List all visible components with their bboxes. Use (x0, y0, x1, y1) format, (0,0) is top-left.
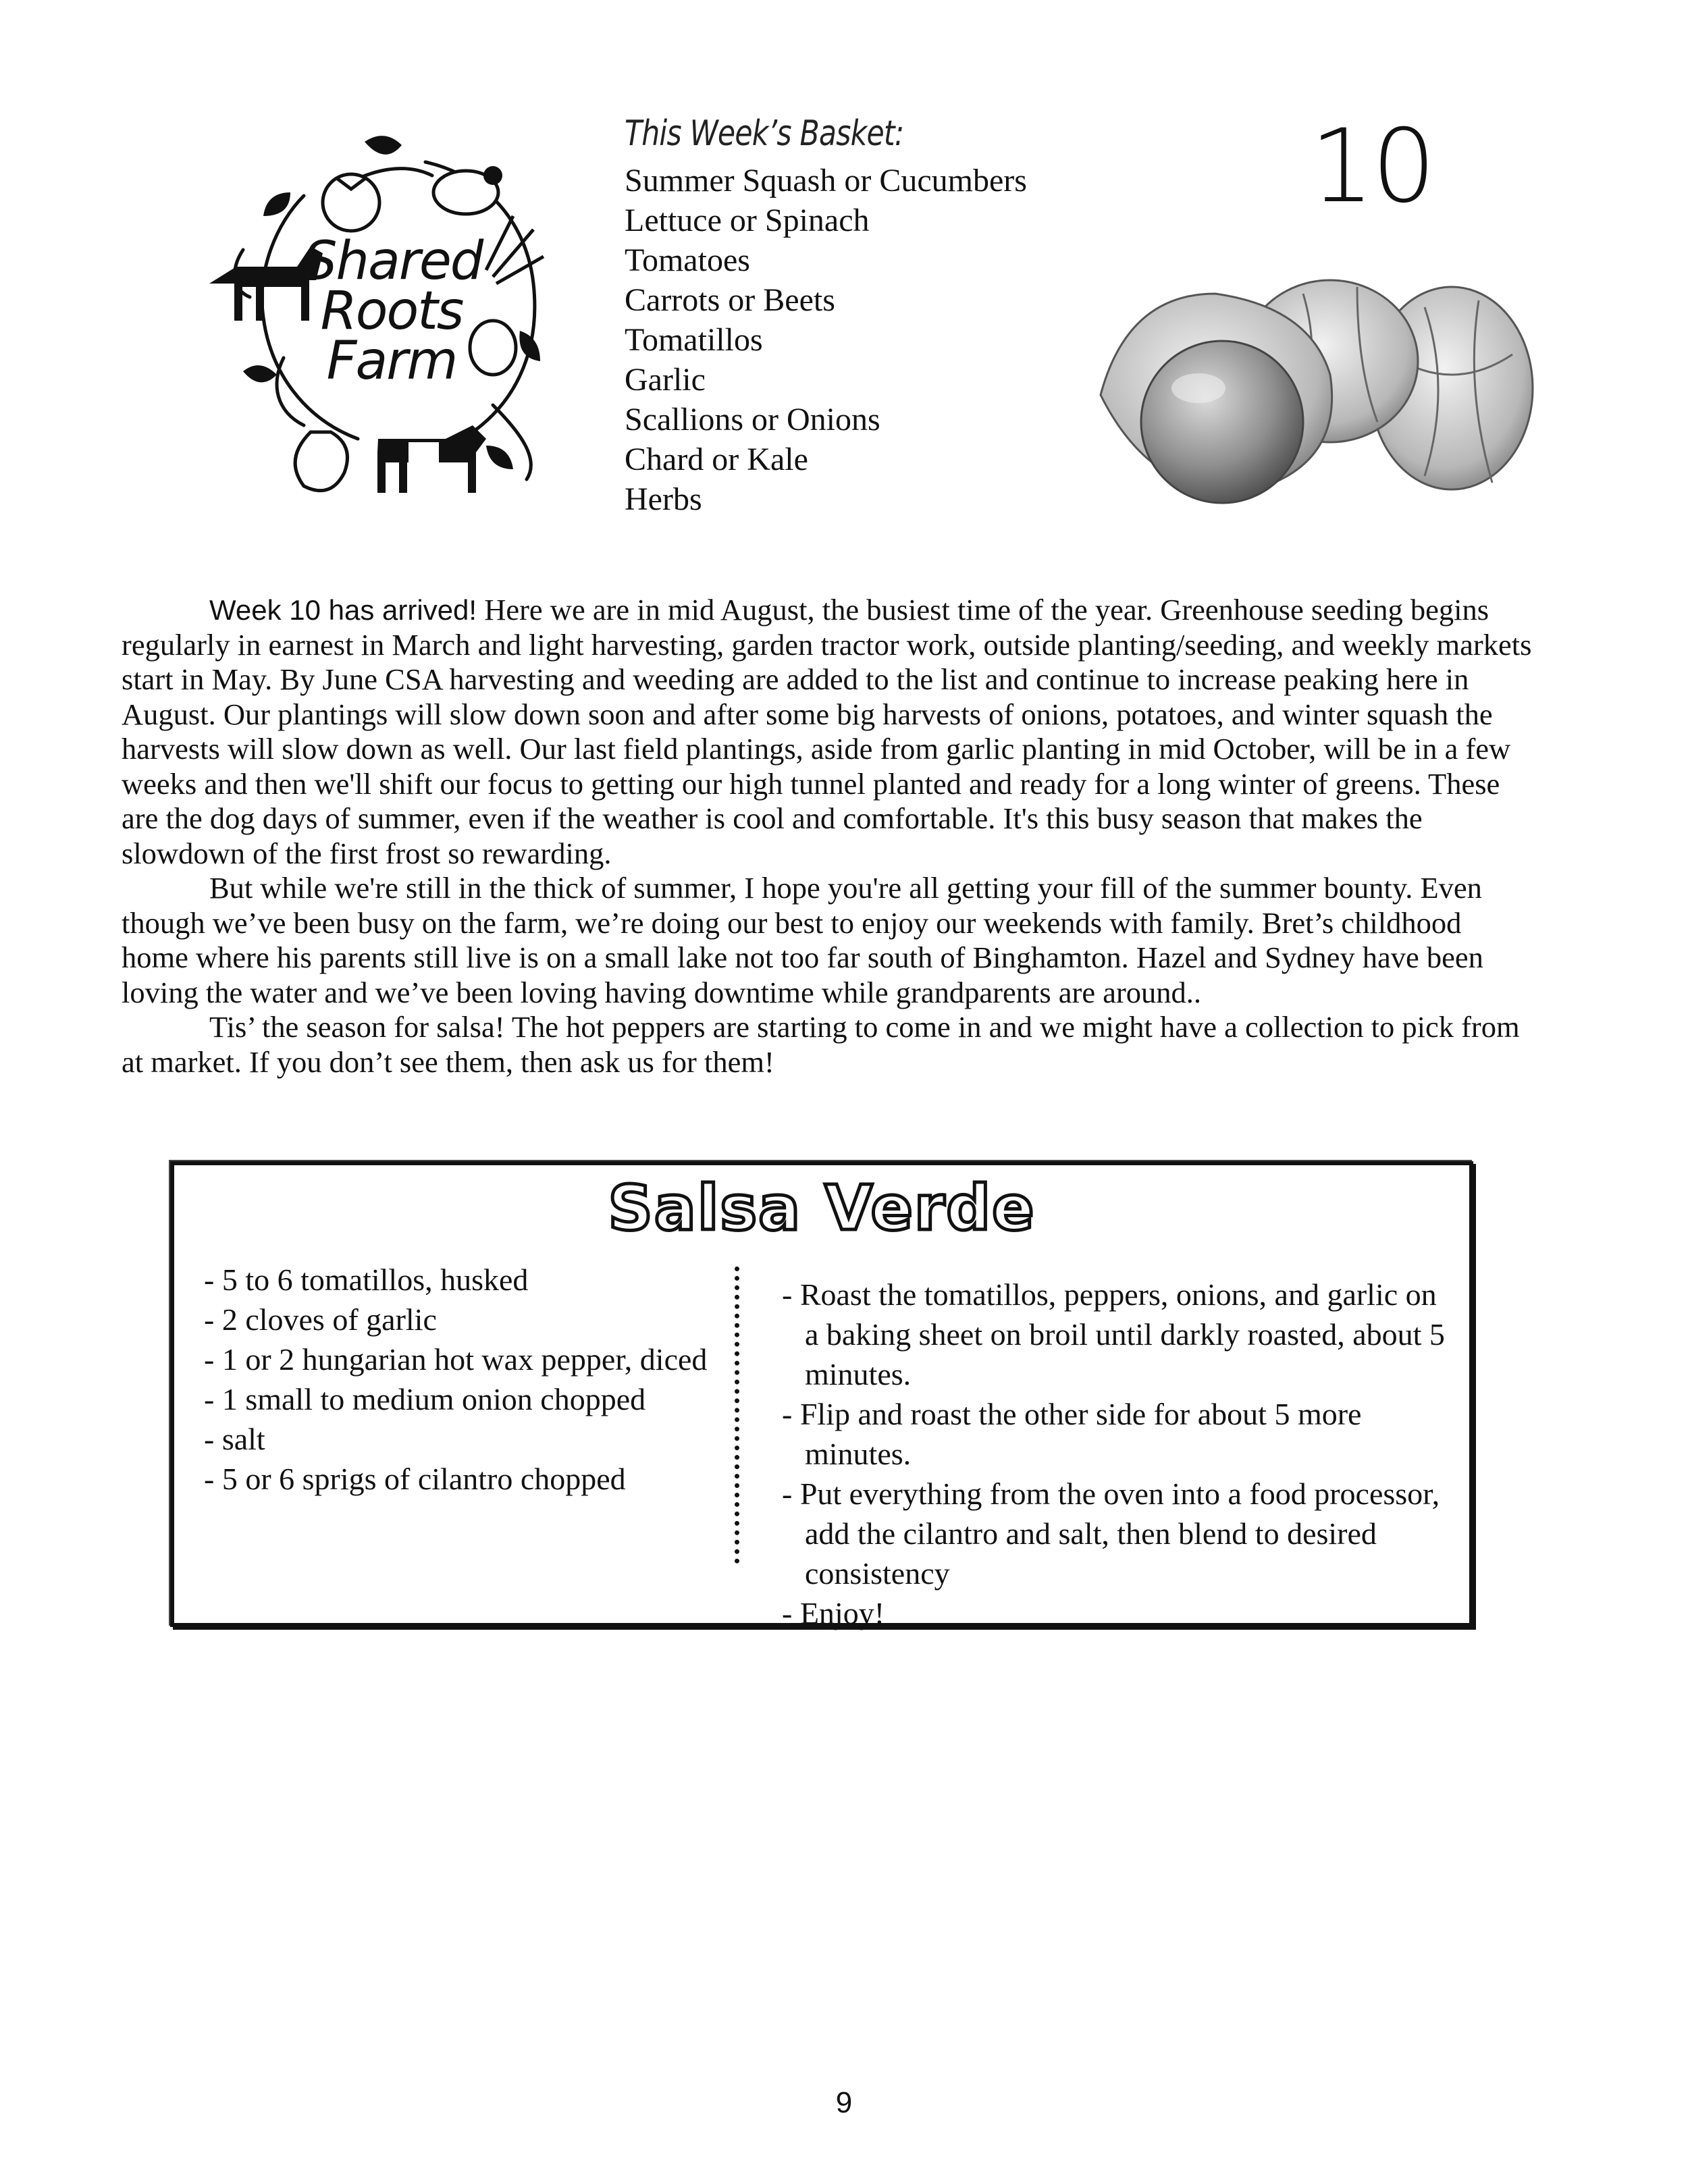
basket-item: Scallions or Onions (625, 402, 880, 437)
column-divider (735, 1267, 739, 1564)
step-item: - Put everything from the oven into a food processor, add the cilantro and salt, then blend to desired consistency (782, 1476, 1440, 1591)
article-paragraph-1-text: Here we are in mid August, the busiest time of the year. Greenhouse seeding begins regularly in earnest in March and light harvesting, garden tractor work, outside planting/seeding, and weekly markets start in May. By June CSA harvesting and weeding are added to the list and continue to increase peaking here in August. Our plantings will slow down soon and after some big harvests of onions, potatoes, and winter squash the harvests will slow down as well. Our last field plantings, aside from garlic planting in mid October, will be in a few weeks and then we'll shift our focus to getting our high tunnel planted and ready for a long winter of greens. These are the dog days of summer, even if the weather is cool and comfortable. It's this busy season that makes the slowdown of the first frost so rewarding. (122, 593, 1532, 870)
step-item: - Flip and roast the other side for about 5 more minutes. (782, 1397, 1362, 1471)
step-item: - Enjoy! (782, 1596, 885, 1630)
logo-line-3: Farm (326, 331, 457, 392)
ingredient-item: - 2 cloves of garlic (204, 1302, 437, 1337)
basket-item: Lettuce or Spinach (625, 203, 870, 238)
article-paragraph-1 (122, 593, 1533, 871)
step-item: - Roast the tomatillos, peppers, onions, and garlic on a baking sheet on broil until darkly roasted, about 5 minutes. (782, 1277, 1445, 1391)
basket-item: Chard or Kale (625, 442, 808, 477)
article-paragraph-2: But while we're still in the thick of summer, I hope you're all getting your fill of the summer bounty. Even though we’ve been busy on the farm, we’re doing our best to enjoy our weekends with family. Bret’s childhood home where his parents still live is on a small lake not too far south of Binghamton. Hazel and Sydney have been loving the water and we’ve been loving having downtime while grandparents are around.. (122, 871, 1483, 1009)
page-number: 9 (835, 2086, 853, 2119)
logo-line-1: Shared (304, 231, 483, 292)
ingredient-item: - 5 to 6 tomatillos, husked (204, 1262, 529, 1297)
recipe-box (170, 1161, 1473, 1630)
tomatillo-image-icon (1074, 253, 1539, 523)
week-number: 10 (1310, 108, 1433, 225)
basket-list (625, 161, 1138, 519)
article-body (122, 593, 1533, 1080)
ingredient-item: - salt (204, 1422, 265, 1456)
basket-item: Tomatoes (625, 242, 750, 278)
article-lead-in: Week 10 has arrived! (209, 594, 477, 626)
farm-logo (203, 115, 581, 506)
ingredient-item: - 1 small to medium onion chopped (204, 1382, 646, 1416)
basket-item: Herbs (625, 481, 702, 517)
ingredient-item: - 1 or 2 hungarian hot wax pepper, diced (204, 1342, 708, 1377)
basket-item: Garlic (625, 362, 706, 398)
ingredient-item: - 5 or 6 sprigs of cilantro chopped (204, 1462, 626, 1496)
basket-item: Tomatillos (625, 322, 763, 358)
recipe-title: Salsa Verde (608, 1172, 1036, 1244)
logo-line-2: Roots (320, 281, 463, 342)
ingredient-list (204, 1260, 717, 1499)
article-paragraph-3: Tis’ the season for salsa! The hot peppers are starting to come in and we might have a collection to pick from at market. If you don’t see them, then ask us for them! (122, 1010, 1520, 1079)
basket-section (625, 113, 1138, 519)
logo-wordmark (304, 231, 483, 392)
basket-title: This Week’s Basket: (625, 113, 904, 154)
basket-item: Carrots or Beets (625, 282, 835, 318)
tomatillo-photo (1074, 253, 1539, 523)
step-list (782, 1275, 1457, 1633)
basket-item: Summer Squash or Cucumbers (625, 163, 1027, 198)
